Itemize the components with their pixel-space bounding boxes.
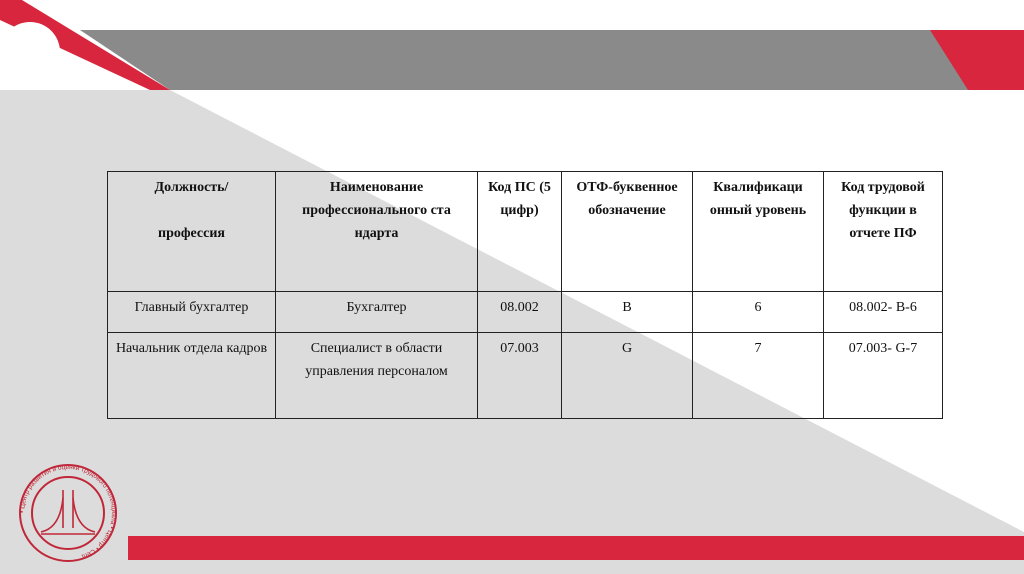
header-qualification: Квалификаци онный уровень xyxy=(693,172,824,292)
top-left-circle xyxy=(0,22,60,82)
header-position: Должность/ профессия xyxy=(108,172,276,292)
cell-function-code: 08.002- B-6 xyxy=(824,292,943,333)
bottom-red-band xyxy=(128,536,1024,560)
svg-text:• Центр развития и оценки труд: • Центр развития и оценки трудового потенциала • Центр • Cent xyxy=(18,463,118,560)
cell-ps-code: 08.002 xyxy=(478,292,562,333)
cell-standard-name: Специалист в области управления персоналом xyxy=(276,333,478,419)
table-header-row xyxy=(108,172,943,292)
header-function-code: Код трудовой функции в отчете ПФ xyxy=(824,172,943,292)
header-ps-code: Код ПС (5 цифр) xyxy=(478,172,562,292)
cell-qualification: 7 xyxy=(693,333,824,419)
top-gray-band xyxy=(80,30,1024,90)
cell-otf: G xyxy=(562,333,693,419)
standards-table xyxy=(107,171,943,419)
table-row xyxy=(108,333,943,419)
header-otf: ОТФ-буквенное обозначение xyxy=(562,172,693,292)
cell-function-code: 07.003- G-7 xyxy=(824,333,943,419)
table-row xyxy=(108,292,943,333)
cell-standard-name: Бухгалтер xyxy=(276,292,478,333)
cell-ps-code: 07.003 xyxy=(478,333,562,419)
cell-qualification: 6 xyxy=(693,292,824,333)
header-standard-name: Наименование профессионального ста ндарта xyxy=(276,172,478,292)
cell-otf: B xyxy=(562,292,693,333)
cell-position: Начальник отдела кадров xyxy=(108,333,276,419)
cell-position: Главный бухгалтер xyxy=(108,292,276,333)
organization-logo xyxy=(5,462,131,564)
